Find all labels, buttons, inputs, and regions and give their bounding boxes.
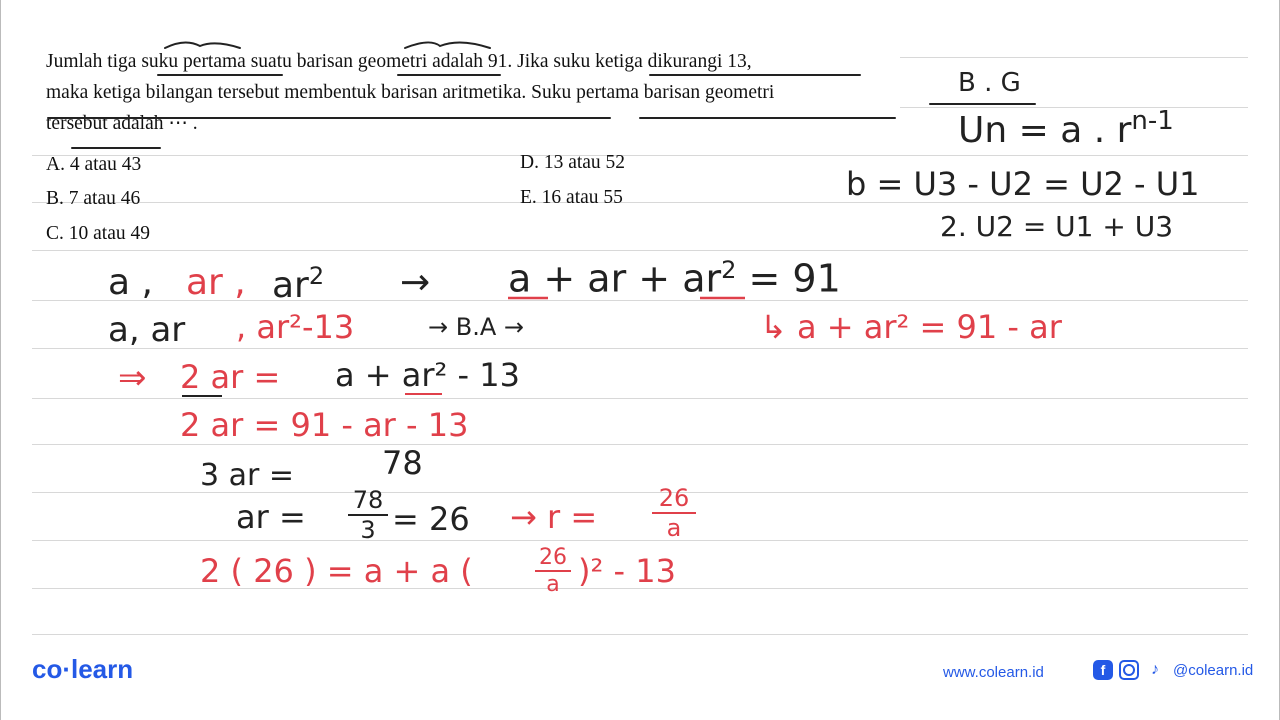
work-line-6-r-denominator: a: [666, 514, 682, 542]
work-line-3-arrow: ⇒: [118, 358, 147, 398]
work-line-1-ar: ar ,: [186, 262, 246, 303]
work-line-7-numerator: 26: [535, 545, 571, 572]
note-un-exponent: n-1: [1131, 106, 1174, 136]
tiktok-icon[interactable]: ♪: [1151, 661, 1159, 678]
note-bg: B . G: [958, 68, 1021, 98]
work-line-6-left: ar =: [236, 498, 306, 536]
work-line-1-ar2-exp: 2: [308, 262, 325, 290]
work-line-5-right: 78: [382, 444, 423, 482]
question-line-2: maka ketiga bilangan tersebut membentuk barisan aritmetika. Suku pertama barisan geometri: [46, 82, 775, 103]
work-line-7-right: )² - 13: [578, 552, 676, 590]
work-line-1-ar2-base: ar: [272, 265, 309, 306]
work-line-6-numerator: 78: [348, 486, 388, 516]
work-line-1-arrow: →: [400, 262, 431, 303]
work-line-2-left: a, ar: [108, 310, 186, 350]
work-line-6-eq: = 26: [392, 500, 470, 538]
website-link[interactable]: www.colearn.id: [943, 664, 1044, 681]
question-line-1: Jumlah tiga suku pertama suatu barisan geometri adalah 91. Jika suku ketiga dikurangi 13,: [46, 51, 752, 72]
work-line-7-fraction: [535, 545, 571, 597]
work-line-1-a: a ,: [108, 262, 153, 303]
social-handle[interactable]: @colearn.id: [1173, 661, 1254, 679]
work-line-1-sum-text: a + ar + ar: [508, 256, 722, 301]
note-two-u2: 2. U2 = U1 + U3: [940, 210, 1174, 243]
work-line-6-r-fraction: [652, 484, 696, 542]
question-line-3: tersebut adalah ⋯ .: [46, 113, 198, 134]
work-line-7-left: 2 ( 26 ) = a + a (: [200, 552, 473, 590]
work-line-2-right: ↳ a + ar² = 91 - ar: [760, 308, 1062, 346]
option-e[interactable]: E. 16 atau 55: [520, 187, 623, 208]
option-b[interactable]: B. 7 atau 46: [46, 188, 141, 209]
work-line-4: 2 ar = 91 - ar - 13: [180, 406, 469, 444]
work-line-6-fraction: [348, 486, 388, 544]
option-a[interactable]: A. 4 atau 43: [46, 154, 142, 175]
work-line-6-r-numerator: 26: [652, 484, 696, 514]
work-line-7-denominator: a: [546, 572, 560, 597]
work-line-1-eq: = 91: [748, 256, 841, 301]
work-line-6-r: → r =: [510, 498, 598, 536]
work-line-6-denominator: 3: [360, 516, 376, 544]
option-c[interactable]: C. 10 atau 49: [46, 223, 150, 244]
note-un: Un = a . r: [958, 110, 1132, 151]
instagram-icon[interactable]: [1119, 660, 1139, 680]
work-line-5-left: 3 ar =: [200, 458, 295, 493]
work-line-2-ba: → B.A →: [428, 313, 524, 341]
option-d[interactable]: D. 13 atau 52: [520, 152, 626, 173]
note-difference: b = U3 - U2 = U2 - U1: [846, 165, 1200, 203]
work-line-2-red: , ar²-13: [236, 308, 355, 346]
colearn-logo: co·learn: [32, 654, 134, 684]
facebook-icon[interactable]: f: [1093, 660, 1113, 680]
work-line-3-right: a + ar² - 13: [335, 356, 520, 394]
work-line-1-sum-exp: 2: [721, 256, 737, 284]
social-links: [1093, 660, 1253, 680]
work-line-3-left: 2 ar =: [180, 358, 281, 396]
